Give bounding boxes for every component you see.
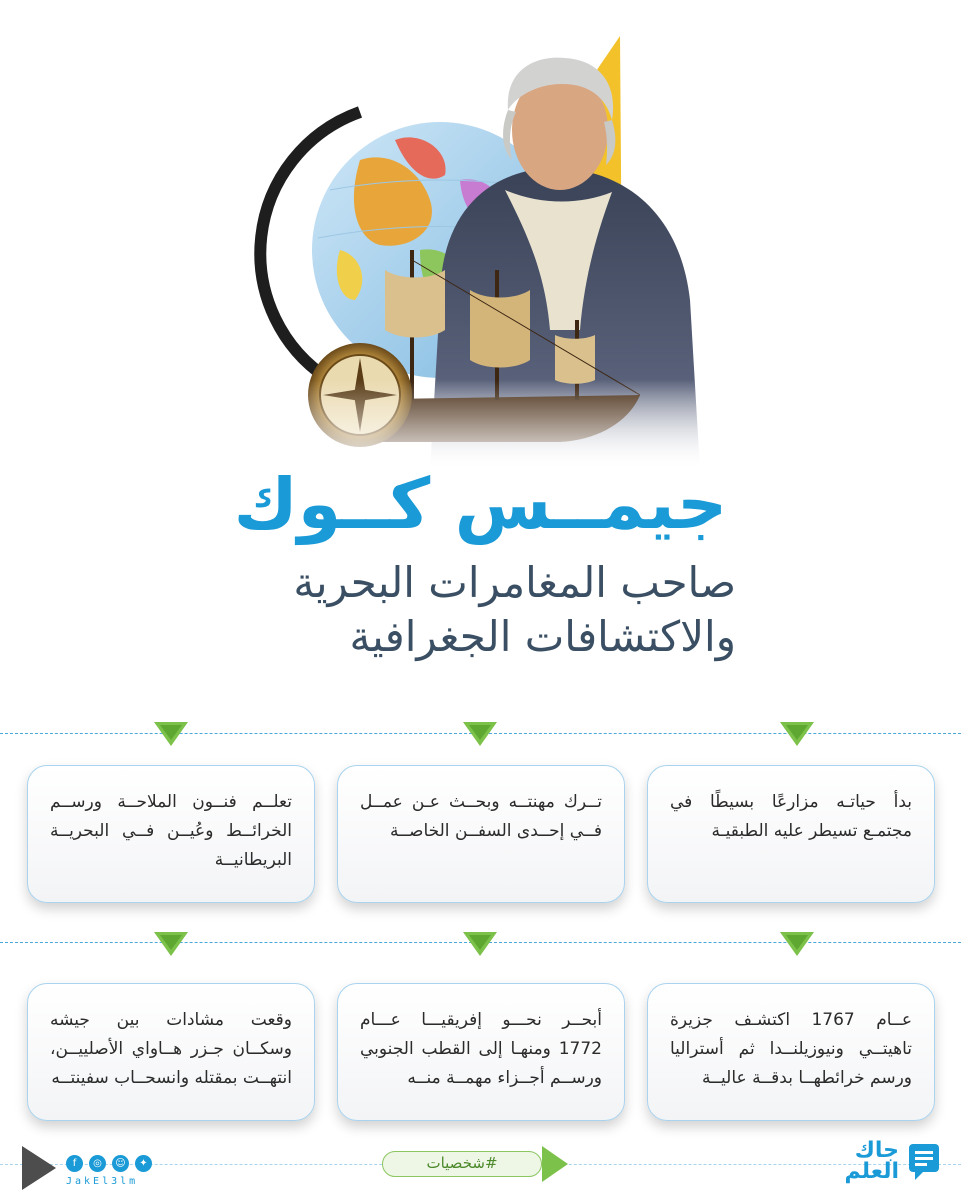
brand-logo-text — [819, 1140, 899, 1182]
tag-arrow-icon — [542, 1146, 568, 1182]
down-arrow-icon — [780, 932, 814, 956]
down-arrow-icon — [463, 932, 497, 956]
brand-logo-icon — [905, 1140, 945, 1182]
social-handle: JakEl3lm — [66, 1176, 139, 1187]
twitter-icon[interactable]: ✦ — [135, 1155, 152, 1172]
instagram-icon[interactable]: ◎ — [89, 1155, 106, 1172]
hero-illustration — [0, 0, 961, 470]
play-icon[interactable] — [22, 1146, 56, 1190]
info-card: تعلــم فنــون الملاحــة ورســم الخرائــط وعُيــن فــي البحريــة البريطانيــة — [27, 765, 315, 903]
info-card: أبحــر نحـــو إفريقيـــا عـــام 1772 ومنهـا إلى القطب الجنوبي ورســم أجــزاء مهمــة منــه — [337, 983, 625, 1121]
brand-logo-line-2: العلم — [844, 1159, 899, 1184]
info-card: تــرك مهنتــه وبحــث عـن عمــل فــي إحــدى السفــن الخاصــة — [337, 765, 625, 903]
down-arrow-icon — [154, 932, 188, 956]
page-subtitle — [176, 556, 736, 664]
subtitle-line-2: والاكتشافات الجغرافية — [349, 612, 736, 661]
snapchat-icon[interactable]: ☺ — [112, 1155, 129, 1172]
subtitle-line-1: صاحب المغامرات البحرية — [293, 558, 736, 607]
info-card: عــام 1767 اكتشـف جزيرة تاهيتــي ونيوزيلنــدا ثم أستراليا ورسم خرائطهــا بدقــة عاليــة — [647, 983, 935, 1121]
social-links — [66, 1155, 152, 1172]
brand-logo-line-1: جاك — [854, 1138, 899, 1163]
page-title: جيمــس كــوك — [233, 463, 728, 545]
facebook-icon[interactable]: f — [66, 1155, 83, 1172]
down-arrow-icon — [780, 722, 814, 746]
info-card: وقعت مشادات بين جيشه وسكــان جـزر هــاواي الأصلييــن، انتهــت بمقتله وانسحــاب سفينتــه — [27, 983, 315, 1121]
info-card: بدأ حياتـه مزارعًا بسيطًا في مجتمـع تسيطر عليه الطبقيـة — [647, 765, 935, 903]
down-arrow-icon — [463, 722, 497, 746]
down-arrow-icon — [154, 722, 188, 746]
hashtag-tag[interactable]: #شخصيات — [382, 1151, 542, 1177]
